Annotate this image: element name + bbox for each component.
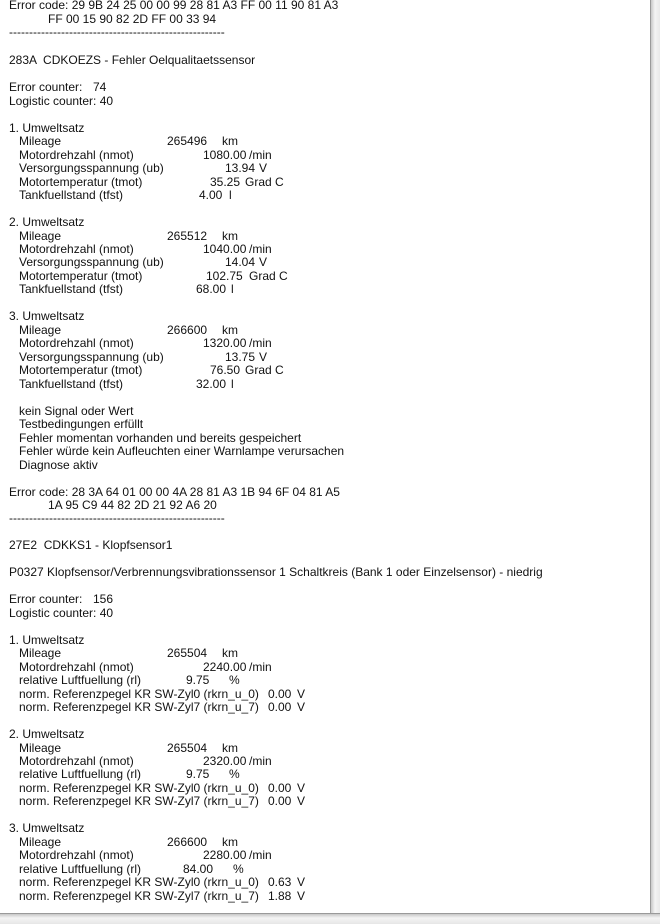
row-label: Motortemperatur (tmot)	[19, 269, 143, 283]
row-value: 1040.00	[203, 242, 247, 256]
row-unit: %	[233, 862, 244, 876]
fault-title: 27E2 CDKKS1 - Klopfsensor1	[9, 538, 173, 552]
status-line: Fehler würde kein Aufleuchten einer Warnlampe verursachen	[19, 444, 345, 458]
row-unit: km	[222, 646, 238, 660]
row-unit: V	[297, 794, 306, 808]
row-value: 0.00	[268, 794, 292, 808]
row-unit: l	[229, 188, 232, 202]
row-label: Mileage	[19, 323, 62, 337]
row-label: Motortemperatur (tmot)	[19, 363, 143, 377]
row-label: Mileage	[19, 741, 62, 755]
row-label: norm. Referenzpegel KR SW-Zyl0 (rkrn_u_0)	[19, 687, 259, 701]
row-value: 9.75	[186, 673, 210, 687]
row-label: norm. Referenzpegel KR SW-Zyl7 (rkrn_u_7)	[19, 794, 259, 808]
row-unit: Grad C	[249, 269, 288, 283]
row-value: 13.94	[225, 161, 256, 175]
status-line: kein Signal oder Wert	[19, 404, 134, 418]
row-label: Tankfuellstand (tfst)	[19, 188, 124, 202]
window-frame-right	[650, 0, 660, 923]
row-label: Motordrehzahl (nmot)	[19, 148, 134, 162]
error-code-line: Error code: 28 3A 64 01 00 00 4A 28 81 A3 1B 94 6F 04 81 A5	[9, 485, 340, 499]
row-value: 102.75	[206, 269, 243, 283]
row-unit: /min	[249, 336, 272, 350]
row-label: Motordrehzahl (nmot)	[19, 660, 134, 674]
row-unit: V	[297, 875, 306, 889]
row-value: 265496	[167, 134, 208, 148]
row-value: 265504	[167, 741, 208, 755]
logistic-counter: Logistic counter: 40	[9, 94, 114, 108]
row-label: Versorgungsspannung (ub)	[19, 255, 164, 269]
row-unit: V	[259, 255, 268, 269]
row-value: 4.00	[199, 188, 223, 202]
row-label: Mileage	[19, 134, 62, 148]
error-counter-label: Error counter:	[9, 80, 83, 94]
row-value: 265504	[167, 646, 208, 660]
row-unit: /min	[249, 660, 272, 674]
row-unit: %	[229, 767, 240, 781]
row-unit: km	[222, 134, 238, 148]
row-label: Tankfuellstand (tfst)	[19, 282, 124, 296]
row-value: 0.00	[268, 687, 292, 701]
environment-set-heading: 2. Umweltsatz	[9, 727, 85, 741]
row-unit: km	[222, 229, 238, 243]
row-unit: l	[231, 377, 234, 391]
row-label: Tankfuellstand (tfst)	[19, 377, 124, 391]
error-code-line: Error code: 29 9B 24 25 00 00 99 28 81 A3 FF 00 11 90 81 A3	[9, 0, 339, 12]
row-value: 1080.00	[203, 148, 247, 162]
row-unit: /min	[249, 848, 272, 862]
row-value: 35.25	[210, 175, 241, 189]
row-unit: Grad C	[245, 363, 284, 377]
row-value: 14.04	[225, 255, 256, 269]
row-label: norm. Referenzpegel KR SW-Zyl7 (rkrn_u_7)	[19, 700, 259, 714]
row-unit: %	[229, 673, 240, 687]
row-value: 266600	[167, 323, 208, 337]
row-value: 0.63	[268, 875, 292, 889]
row-value: 266600	[167, 835, 208, 849]
row-label: Motordrehzahl (nmot)	[19, 336, 134, 350]
row-label: Mileage	[19, 229, 62, 243]
row-unit: Grad C	[245, 175, 284, 189]
row-unit: V	[297, 687, 306, 701]
row-unit: /min	[249, 754, 272, 768]
row-unit: V	[259, 350, 268, 364]
row-unit: V	[297, 700, 306, 714]
row-value: 13.75	[225, 350, 256, 364]
error-counter-value: 74	[93, 80, 107, 94]
row-label: Versorgungsspannung (ub)	[19, 161, 164, 175]
row-value: 0.00	[268, 781, 292, 795]
row-label: norm. Referenzpegel KR SW-Zyl0 (rkrn_u_0)	[19, 781, 259, 795]
separator-line: ------------------------------------------------------	[9, 511, 225, 525]
row-value: 1320.00	[203, 336, 247, 350]
row-label: norm. Referenzpegel KR SW-Zyl0 (rkrn_u_0)	[19, 875, 259, 889]
fault-title: 283A CDKOEZS - Fehler Oelqualitaetssensor	[9, 53, 256, 67]
row-unit: km	[222, 835, 238, 849]
row-label: Mileage	[19, 646, 62, 660]
logistic-counter: Logistic counter: 40	[9, 606, 114, 620]
row-value: 1.88	[268, 889, 292, 903]
fault-description: P0327 Klopfsensor/Verbrennungsvibrationssensor 1 Schaltkreis (Bank 1 oder Einzelsensor) - niedrig	[9, 565, 543, 579]
environment-set-heading: 3. Umweltsatz	[9, 309, 85, 323]
row-value: 2320.00	[203, 754, 247, 768]
environment-set-heading: 1. Umweltsatz	[9, 121, 85, 135]
row-label: Versorgungsspannung (ub)	[19, 350, 164, 364]
error-counter-value: 156	[93, 592, 114, 606]
row-value: 9.75	[186, 767, 210, 781]
row-value: 0.00	[268, 700, 292, 714]
row-value: 76.50	[210, 363, 241, 377]
row-unit: /min	[249, 242, 272, 256]
row-label: Motortemperatur (tmot)	[19, 175, 143, 189]
row-value: 265512	[167, 229, 208, 243]
row-unit: km	[222, 323, 238, 337]
environment-set-heading: 3. Umweltsatz	[9, 821, 85, 835]
row-unit: V	[297, 781, 306, 795]
row-unit: V	[297, 889, 306, 903]
row-value: 68.00	[196, 282, 227, 296]
window-frame-bottom	[0, 913, 660, 924]
status-line: Fehler momentan vorhanden und bereits gespeichert	[19, 431, 302, 445]
row-value: 2280.00	[203, 848, 247, 862]
error-counter-label: Error counter:	[9, 592, 83, 606]
row-unit: V	[259, 161, 268, 175]
environment-set-heading: 1. Umweltsatz	[9, 633, 85, 647]
separator-line: ------------------------------------------------------	[9, 25, 225, 39]
row-label: Motordrehzahl (nmot)	[19, 754, 134, 768]
row-unit: l	[231, 282, 234, 296]
row-label: norm. Referenzpegel KR SW-Zyl7 (rkrn_u_7)	[19, 889, 259, 903]
row-value: 84.00	[183, 862, 214, 876]
status-line: Diagnose aktiv	[19, 458, 98, 472]
row-label: relative Luftfuellung (rl)	[19, 673, 142, 687]
row-unit: /min	[249, 148, 272, 162]
status-line: Testbedingungen erfüllt	[19, 417, 144, 431]
row-value: 2240.00	[203, 660, 247, 674]
error-code-continuation: 1A 95 C9 44 82 2D 21 92 A6 20	[48, 498, 217, 512]
row-value: 32.00	[196, 377, 227, 391]
row-label: relative Luftfuellung (rl)	[19, 862, 142, 876]
row-label: Mileage	[19, 835, 62, 849]
row-unit: km	[222, 741, 238, 755]
row-label: Motordrehzahl (nmot)	[19, 848, 134, 862]
error-code-continuation: FF 00 15 90 82 2D FF 00 33 94	[48, 12, 217, 26]
row-label: relative Luftfuellung (rl)	[19, 767, 142, 781]
environment-set-heading: 2. Umweltsatz	[9, 215, 85, 229]
row-label: Motordrehzahl (nmot)	[19, 242, 134, 256]
